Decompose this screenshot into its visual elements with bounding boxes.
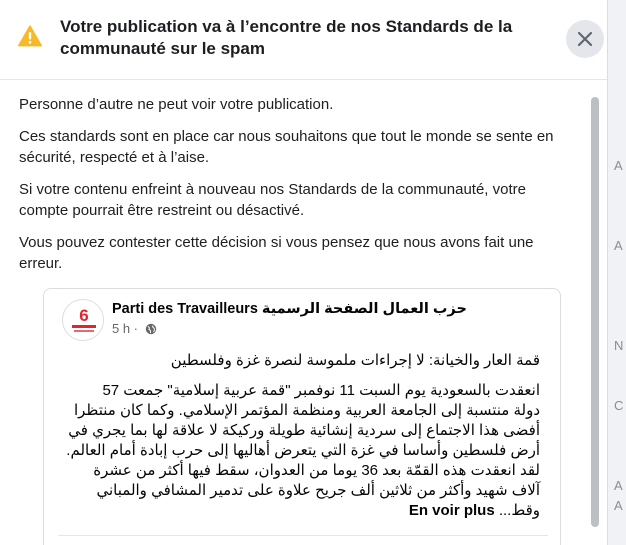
background-text: A <box>614 498 623 513</box>
post-line: انعقدت بالسعودية يوم السبت 11 نوفمبر "قمة عربية إسلامية" جمعت 57 <box>102 382 540 399</box>
post-time[interactable]: 5 h · <box>112 321 139 336</box>
post-preview-card[interactable] <box>43 288 561 545</box>
close-button[interactable] <box>566 20 604 58</box>
background-text: A <box>614 478 623 493</box>
divider <box>58 535 548 536</box>
background-text: N <box>614 338 624 353</box>
dialog-body[interactable] <box>0 81 608 545</box>
info-paragraph: Si votre contenu enfreint à nouveau nos Standards de la communauté, votre compte pourrait être restreint ou désactivé. <box>19 181 526 219</box>
post-line: أرض فلسطين وأساسا في غزة التي يتعرض أهاليها إلى حرب إبادة أمام العالم. <box>66 442 540 459</box>
background-page-strip <box>608 0 626 545</box>
globe-icon <box>145 323 157 335</box>
info-paragraph: Personne d’autre ne peut voir votre publication. <box>19 96 334 113</box>
background-text: A <box>614 158 623 173</box>
post-headline: قمة العار والخيانة: لا إجراءات ملموسة لنصرة غزة وفلسطين <box>170 352 540 369</box>
avatar-number: 6 <box>79 306 89 325</box>
close-icon <box>577 31 593 47</box>
post-body <box>62 381 540 521</box>
scrollbar[interactable] <box>589 97 601 529</box>
post-line: آلاف شهيد وأكثر من ثلاثين ألف جريح علاوة على تدمير المشافي والمباني <box>96 482 540 499</box>
scrollbar-thumb[interactable] <box>591 97 599 527</box>
background-text: A <box>614 238 623 253</box>
post-line: دولة منتسبة إلى الجامعة العربية ومنظمة المؤتمر الإسلامي. وكما كان منتظرا <box>73 402 540 419</box>
dialog-title: Votre publication va à l’encontre de nos Standards de la communauté sur le spam <box>60 17 513 58</box>
warning-icon <box>18 25 42 47</box>
background-text: C <box>614 398 624 413</box>
post-line: أفضى هذا الاجتماع إلى سردية إنشائية طويلة وركيكة لا علاقة لها بما يجري في <box>68 422 540 439</box>
post-line-last <box>62 501 540 521</box>
page-name[interactable]: Parti des Travailleurs حزب العمال الصفحة الرسمية <box>112 301 467 317</box>
post-meta <box>112 321 157 337</box>
avatar[interactable] <box>62 299 104 341</box>
post-line: وقط... <box>498 502 540 519</box>
info-paragraph: Vous pouvez contester cette décision si vous pensez que nous avons fait une erreur. <box>19 234 534 272</box>
info-paragraph: Ces standards sont en place car nous souhaitons que tout le monde se sente en sécurité, respecté et à l’aise. <box>19 128 554 166</box>
see-more-link[interactable]: En voir plus <box>408 502 495 519</box>
post-line: لقد انعقدت هذه القمّة بعد 36 يوما من العدوان، سقط فيها أكثر من عشرة <box>93 462 540 479</box>
dialog-header <box>0 0 608 80</box>
